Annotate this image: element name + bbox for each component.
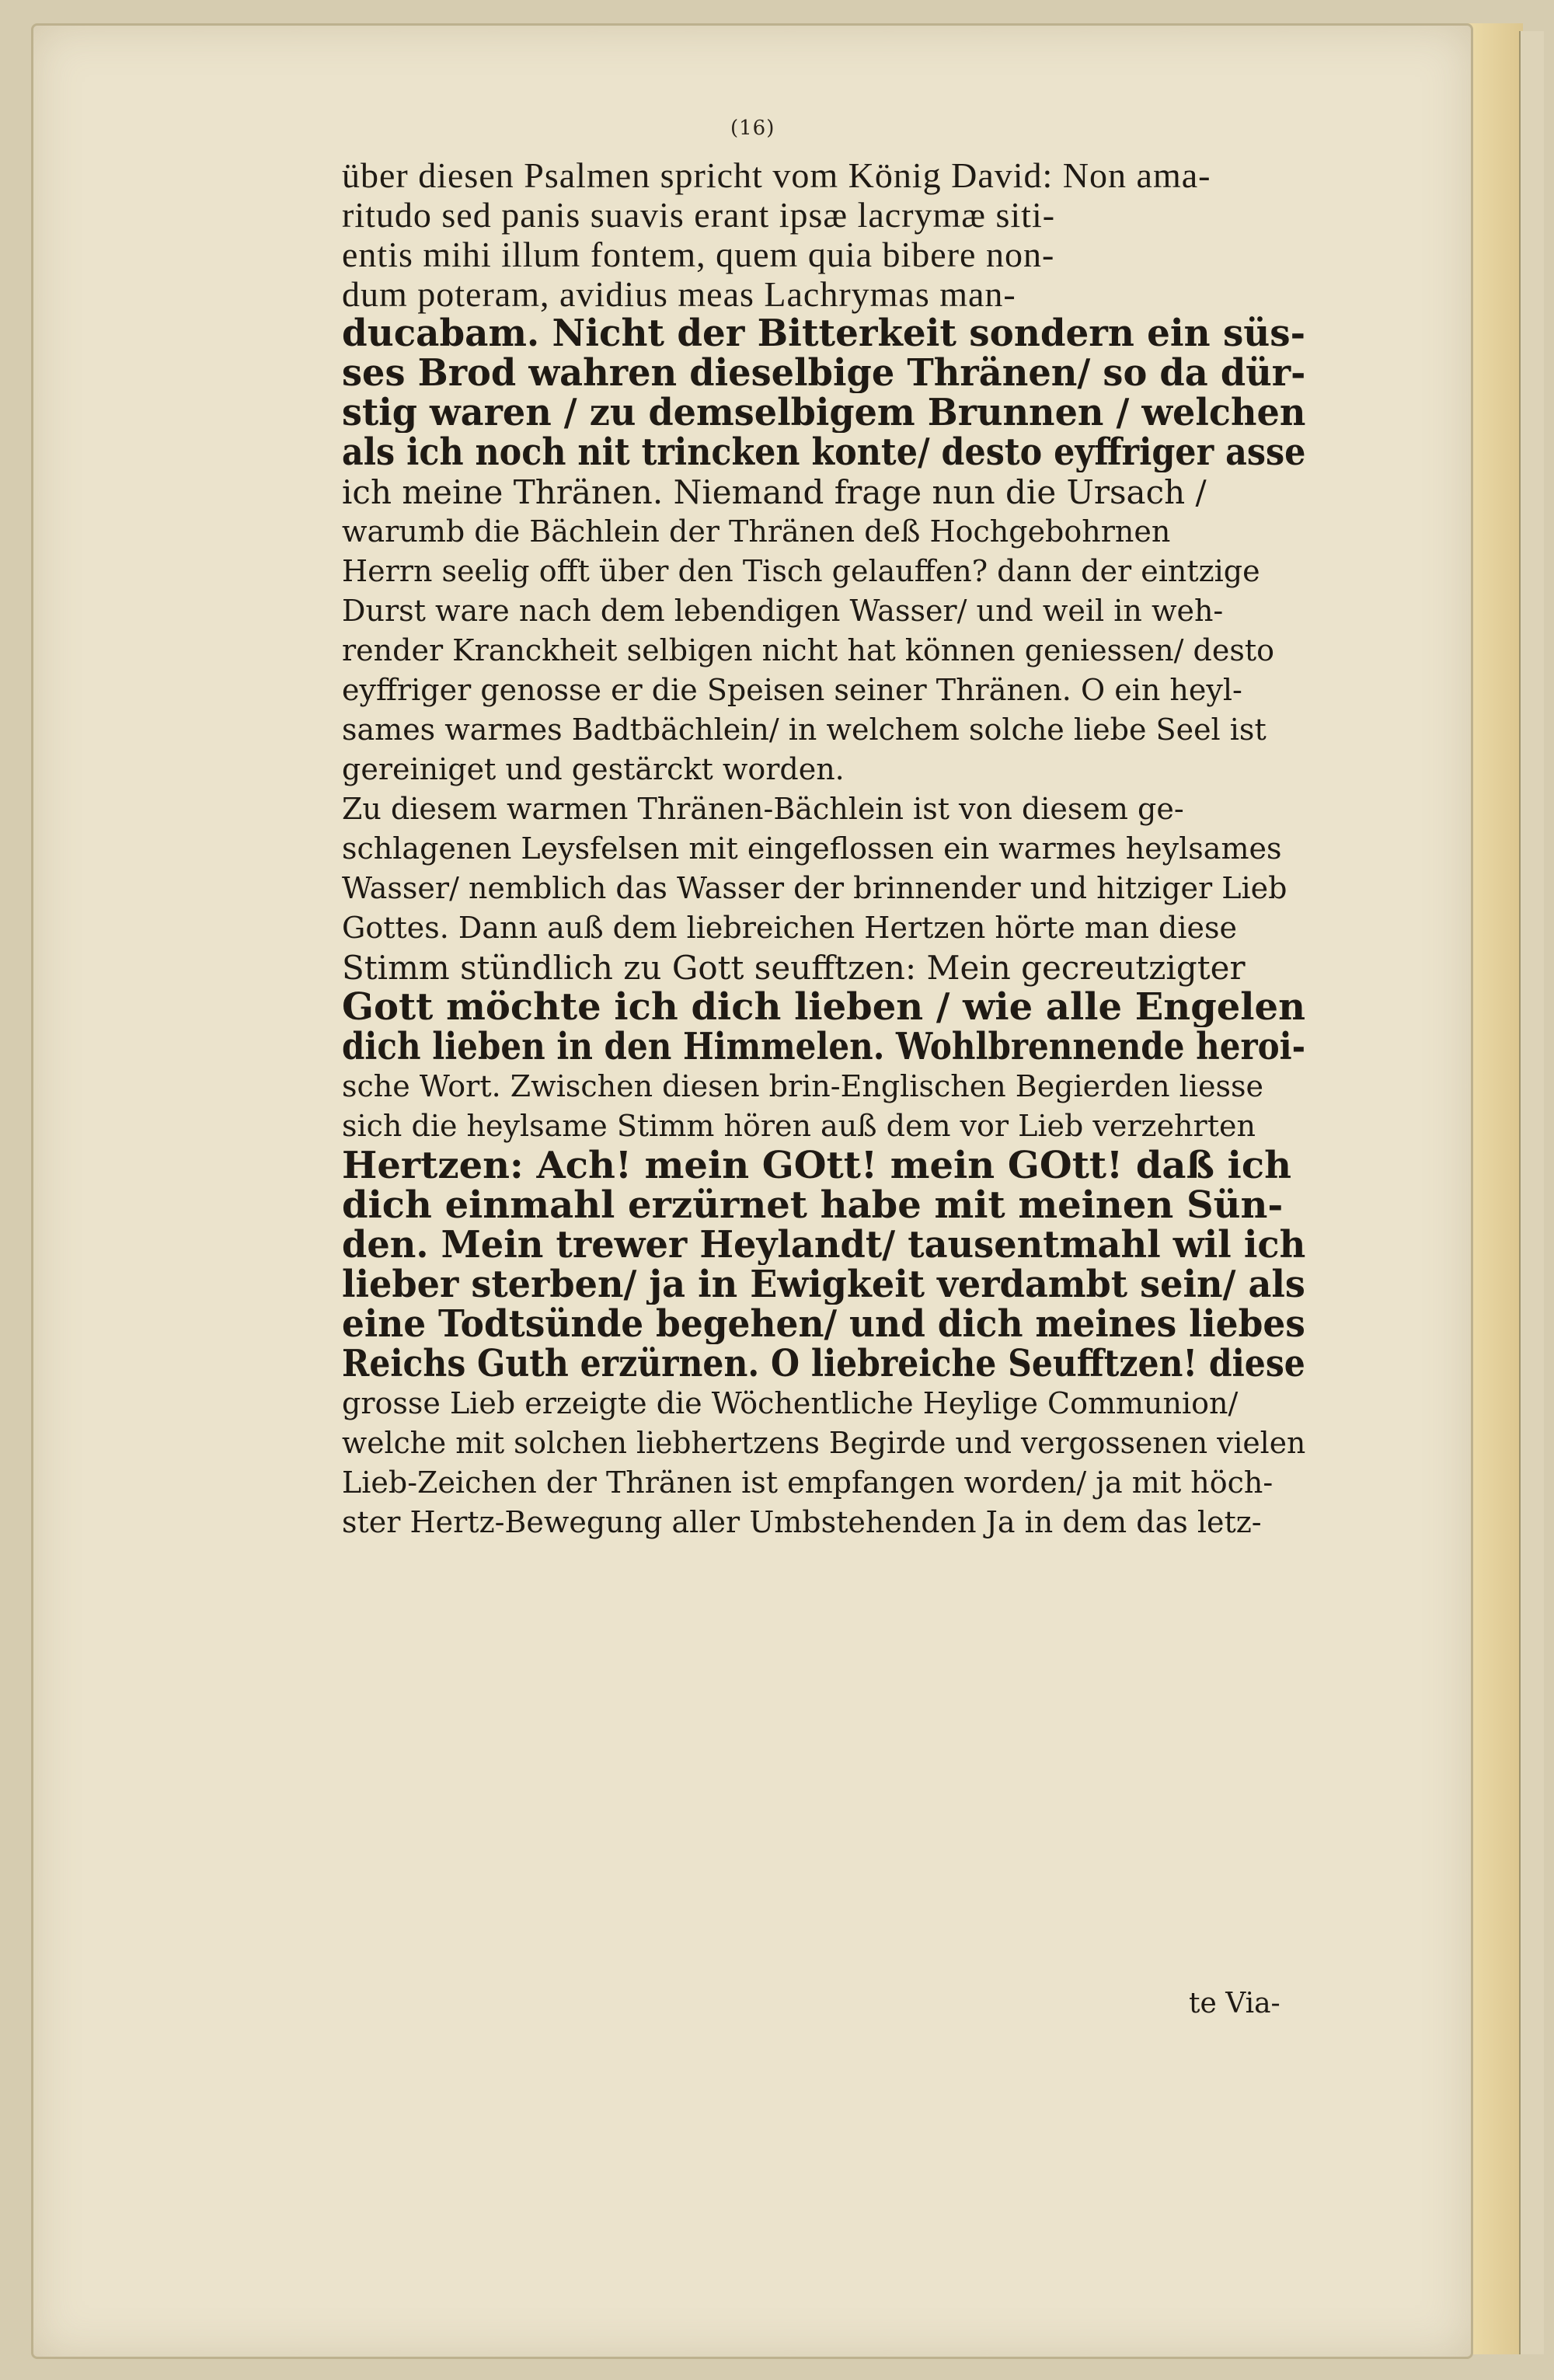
- text-line: Durst ware nach dem lebendigen Wasser/ und weil in weh-: [342, 594, 1224, 628]
- text-line: Gott möchte ich dich lieben / wie alle Engelen: [342, 988, 1305, 1027]
- text-line: sche Wort. Zwischen diesen brin-Englischen Begierden liesse: [342, 1069, 1263, 1103]
- text-line: dich einmahl erzürnet habe mit meinen Sün-: [342, 1186, 1284, 1225]
- text-line: dich lieben in den Himmelen. Wohlbrennende heroi-: [342, 1027, 1305, 1067]
- binding-edge: [1519, 31, 1544, 2354]
- text-line: grosse Lieb erzeigte die Wöchentliche Heylige Communion/: [342, 1386, 1239, 1420]
- text-line: Wasser/ nemblich das Wasser der brinnender und hitziger Lieb: [342, 871, 1287, 905]
- text-line: schlagenen Leysfelsen mit eingeflossen ein warmes heylsames: [342, 831, 1282, 866]
- text-line: Zu diesem warmen Thränen-Bächlein ist von diesem ge-: [342, 792, 1184, 826]
- text-line: ducabam. Nicht der Bitterkeit sondern ein süs-: [342, 314, 1305, 354]
- catchword: te Via-: [1189, 1988, 1280, 2019]
- text-line: ster Hertz-Bewegung aller Umbstehenden Ja in dem das letz-: [342, 1505, 1262, 1539]
- text-line: entis mihi illum fontem, quem quia bibere non-: [342, 235, 1055, 274]
- text-line: Reichs Guth erzürnen. O liebreiche Seufftzen! diese: [342, 1344, 1305, 1384]
- text-line: ritudo sed panis suavis erant ipsæ lacrymæ siti-: [342, 195, 1056, 235]
- text-line: ich meine Thränen. Niemand frage nun die Ursach /: [342, 473, 1207, 511]
- text-line: lieber sterben/ ja in Ewigkeit verdambt sein/ als: [342, 1265, 1305, 1305]
- body-text: [342, 155, 1305, 1542]
- text-line: eyffriger genosse er die Speisen seiner Thränen. O ein heyl-: [342, 673, 1242, 707]
- text-line: über diesen Psalmen spricht vom König David: Non ama-: [342, 155, 1211, 195]
- text-line: welche mit solchen liebhertzens Begirde und vergossenen vielen: [342, 1426, 1305, 1460]
- text-line: sich die heylsame Stimm hören auß dem vor Lieb verzehrten: [342, 1109, 1256, 1143]
- text-line: render Kranckheit selbigen nicht hat können geniessen/ desto: [342, 633, 1274, 667]
- text-line: als ich noch nit trincken konte/ desto eyffriger asse: [342, 433, 1305, 472]
- text-line: den. Mein trewer Heylandt/ tausentmahl wil ich: [342, 1225, 1306, 1265]
- text-line: Hertzen: Ach! mein GOtt! mein GOtt! daß ich: [342, 1146, 1292, 1186]
- text-line: Stimm stündlich zu Gott seufftzen: Mein gecreutzigter: [342, 949, 1246, 987]
- text-line: Gottes. Dann auß dem liebreichen Hertzen hörte man diese: [342, 911, 1237, 945]
- text-line: stig waren / zu demselbigem Brunnen / welchen: [342, 393, 1306, 433]
- text-line: sames warmes Badtbächlein/ in welchem solche liebe Seel ist: [342, 713, 1267, 747]
- text-line: warumb die Bächlein der Thränen deß Hochgebohrnen: [342, 514, 1171, 549]
- page-number: (16): [730, 117, 775, 140]
- text-line: eine Todtsünde begehen/ und dich meines liebes: [342, 1305, 1305, 1344]
- text-line: Herrn seelig offt über den Tisch gelauffen? dann der eintzige: [342, 554, 1260, 588]
- text-line: gereiniget und gestärckt worden.: [342, 752, 845, 786]
- text-line: Lieb-Zeichen der Thränen ist empfangen worden/ ja mit höch-: [342, 1465, 1274, 1500]
- text-line: ses Brod wahren dieselbige Thränen/ so da dür-: [342, 354, 1306, 393]
- text-line: dum poteram, avidius meas Lachrymas man-: [342, 274, 1016, 314]
